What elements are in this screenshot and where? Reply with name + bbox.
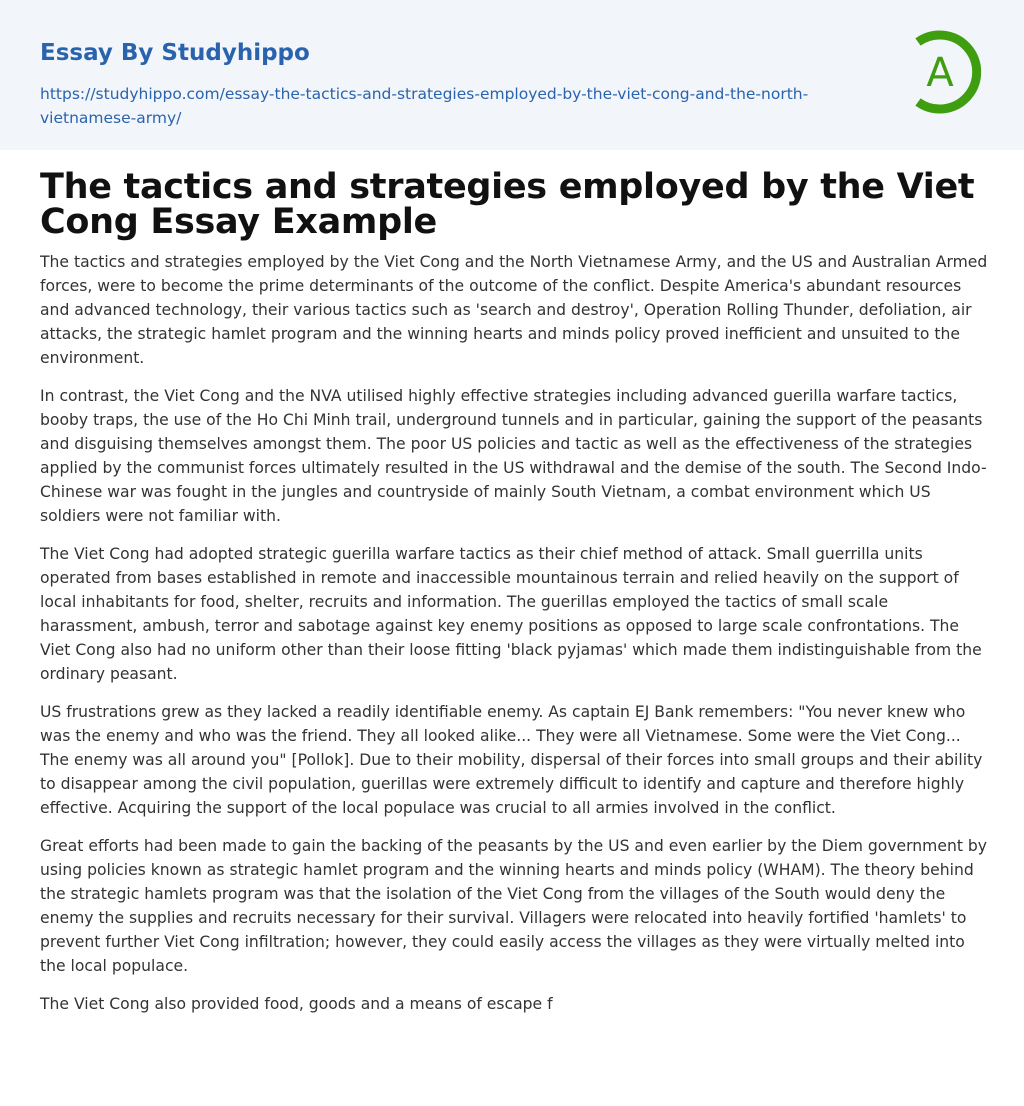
essay-title: The tactics and strategies employed by the Viet Cong Essay Example	[40, 167, 975, 242]
essay-body	[40, 250, 988, 1030]
essay-paragraph: Great efforts had been made to gain the backing of the peasants by the US and even earlier by the Diem government by using policies known as strategic hamlet program and the winning hearts and minds policy (WHAM). The theory behind the strategic hamlets program was that the isolation of the Viet Cong from the villages of the South would deny the enemy the supplies and recruits necessary for their survival. Villagers were relocated into heavily fortified 'hamlets' to prevent further Viet Cong infiltration; however, they could easily access the villages as they were virtually melted into the local populace.	[40, 837, 988, 975]
essay-paragraph: US frustrations grew as they lacked a readily identifiable enemy. As captain EJ Bank remembers: "You never knew who was the enemy and who was the friend. They all looked alike... They were all Vietnamese. Some were the Viet Cong... The enemy was all around you" [Pollok]. Due to their mobility, dispersal of their forces into small groups and their ability to disappear among the civil population, guerillas were extremely difficult to identify and capture and therefore highly effective. Acquiring the support of the local populace was crucial to all armies involved in the conflict.	[40, 703, 983, 817]
essay-paragraph: The Viet Cong also provided food, goods and a means of escape f	[40, 995, 553, 1013]
essay-paragraph: In contrast, the Viet Cong and the NVA utilised highly effective strategies including advanced guerilla warfare tactics, booby traps, the use of the Ho Chi Minh trail, underground tunnels and in particular, gaining the support of the peasants and disguising themselves amongst them. The poor US policies and tactic as well as the effectiveness of the strategies applied by the communist forces ultimately resulted in the US withdrawal and the demise of the south. The Second Indo-Chinese war was fought in the jungles and countryside of mainly South Vietnam, a combat environment which US soldiers were not familiar with.	[40, 387, 987, 525]
site-header	[0, 0, 1024, 150]
svg-text:A: A	[926, 50, 954, 96]
essay-paragraph: The tactics and strategies employed by the Viet Cong and the North Vietnamese Army, and the US and Australian Armed forces, were to become the prime determinants of the outcome of the conflict. Despite America's abundant resources and advanced technology, their various tactics such as 'search and destroy', Operation Rolling Thunder, defoliation, air attacks, the strategic hamlet program and the winning hearts and minds policy proved inefficient and unsuited to the environment.	[40, 253, 988, 367]
studyhippo-logo-icon	[906, 30, 986, 114]
essay-paragraph: The Viet Cong had adopted strategic guerilla warfare tactics as their chief method of attack. Small guerrilla units operated from bases established in remote and inaccessible mountainous terrain and relied heavily on the support of local inhabitants for food, shelter, recruits and information. The guerillas employed the tactics of small scale harassment, ambush, terror and sabotage against key enemy positions as opposed to large scale confrontations. The Viet Cong also had no uniform other than their loose fitting 'black pyjamas' which made them indistinguishable from the ordinary peasant.	[40, 545, 982, 683]
essay-url-link[interactable]: https://studyhippo.com/essay-the-tactics-and-strategies-employed-by-the-viet-cong-and-the-north-vietnamese-army/	[40, 85, 809, 127]
brand-name: Essay By Studyhippo	[40, 40, 310, 66]
